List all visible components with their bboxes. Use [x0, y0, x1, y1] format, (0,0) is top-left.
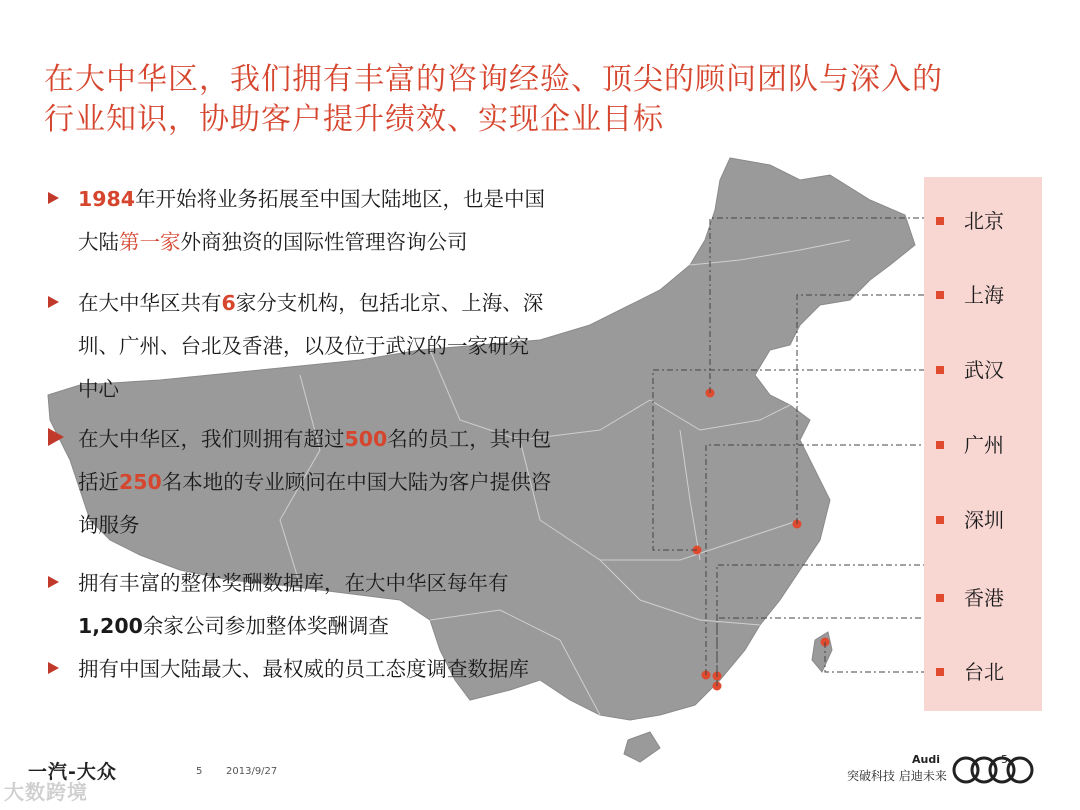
- city-name: 上海: [964, 283, 1004, 307]
- highlight-text: 500: [344, 427, 388, 451]
- audi-brand: Audi: [912, 753, 940, 766]
- bullet-text: 大陆: [78, 230, 119, 254]
- highlight-text: 1984: [78, 187, 136, 211]
- highlight-text: 250: [119, 470, 162, 494]
- city-square-icon: [936, 668, 944, 676]
- leader-taipei: [825, 642, 935, 672]
- city-square-icon: [936, 441, 944, 449]
- bullet-line: [78, 605, 389, 648]
- audi-page-number: 5: [1001, 753, 1008, 766]
- page-number: 5: [196, 766, 203, 777]
- title-line-2: 行业知识，协助客户提升绩效、实现企业目标: [44, 102, 664, 137]
- bullet-item: [48, 648, 638, 691]
- bullet-line: [78, 461, 551, 504]
- slide-title: [44, 60, 1044, 140]
- city-square-icon: [936, 217, 944, 225]
- bullet-item: [48, 562, 638, 648]
- faw-vw-logo: 一汽-大众: [28, 761, 117, 783]
- bullet-text: 圳、广州、台北及香港，以及位于武汉的一家研究: [78, 334, 529, 358]
- city-name: 香港: [964, 586, 1004, 610]
- bullet-text: 中心: [78, 377, 119, 401]
- city-square-icon: [936, 594, 944, 602]
- city-name: 北京: [964, 209, 1004, 233]
- city-item-guangzhou: [924, 430, 1042, 460]
- bullet-line: [78, 178, 545, 221]
- city-item-shenzhen: [924, 505, 1042, 535]
- audi-slogan: 突破科技 启迪未来: [847, 769, 947, 783]
- bullet-text: 在大中华区共有: [78, 291, 222, 315]
- bullet-text: 年开始将业务拓展至中国大陆地区，也是中国: [135, 187, 546, 211]
- bullet-arrow-icon: [48, 192, 59, 204]
- bullet-text: 名的员工，其中包: [387, 427, 552, 451]
- slide-date: 2013/9/27: [226, 766, 278, 777]
- bullet-arrow-icon: [48, 662, 59, 674]
- bullet-text: 余家公司参加整体奖酬调查: [142, 614, 389, 638]
- city-square-icon: [936, 516, 944, 524]
- city-panel: [924, 177, 1042, 711]
- bullet-line: [78, 368, 119, 411]
- bullet-line: [78, 562, 509, 605]
- city-item-hongkong: [924, 583, 1042, 613]
- bullet-text: 家分支机构，包括北京、上海、深: [235, 291, 544, 315]
- bullet-text: 外商独资的国际性管理咨询公司: [180, 230, 468, 254]
- watermark: 大数跨境: [4, 780, 88, 804]
- bullet-arrow-icon: [48, 296, 59, 308]
- city-item-taipei: [924, 657, 1042, 687]
- bullet-text: 拥有丰富的整体奖酬数据库，在大中华区每年有: [78, 571, 509, 595]
- bullet-line: [78, 504, 140, 547]
- city-item-wuhan: [924, 355, 1042, 385]
- bullet-line: [78, 418, 551, 461]
- title-line-1: 在大中华区，我们拥有丰富的咨询经验、顶尖的顾问团队与深入的: [44, 62, 943, 97]
- highlight-text: 1,200: [78, 614, 143, 638]
- bullet-text: 括近: [78, 470, 119, 494]
- bullet-item: [48, 282, 638, 411]
- city-item-shanghai: [924, 280, 1042, 310]
- highlight-text: 第一家: [119, 230, 181, 254]
- city-name: 广州: [964, 433, 1004, 457]
- bullet-item: [48, 178, 638, 264]
- city-item-beijing: [924, 206, 1042, 236]
- city-square-icon: [936, 366, 944, 374]
- city-name: 武汉: [964, 358, 1004, 382]
- bullet-text: 在大中华区，我们则拥有超过: [78, 427, 345, 451]
- bullet-text: 询服务: [78, 513, 140, 537]
- highlight-text: 6: [221, 291, 236, 315]
- city-square-icon: [936, 291, 944, 299]
- bullet-item: [48, 418, 638, 547]
- bullet-line: [78, 325, 529, 368]
- bullet-text: 拥有中国大陆最大、最权威的员工态度调查数据库: [78, 657, 529, 681]
- bullet-line: [78, 648, 529, 691]
- city-name: 深圳: [964, 508, 1004, 532]
- bullet-arrow-icon: [48, 576, 59, 588]
- bullet-arrow-icon: [48, 428, 64, 446]
- bullet-line: [78, 221, 468, 264]
- bullet-line: [78, 282, 543, 325]
- city-name: 台北: [964, 660, 1004, 684]
- audi-rings-icon: [950, 755, 1038, 785]
- bullet-text: 名本地的专业顾问在中国大陆为客户提供咨: [161, 470, 552, 494]
